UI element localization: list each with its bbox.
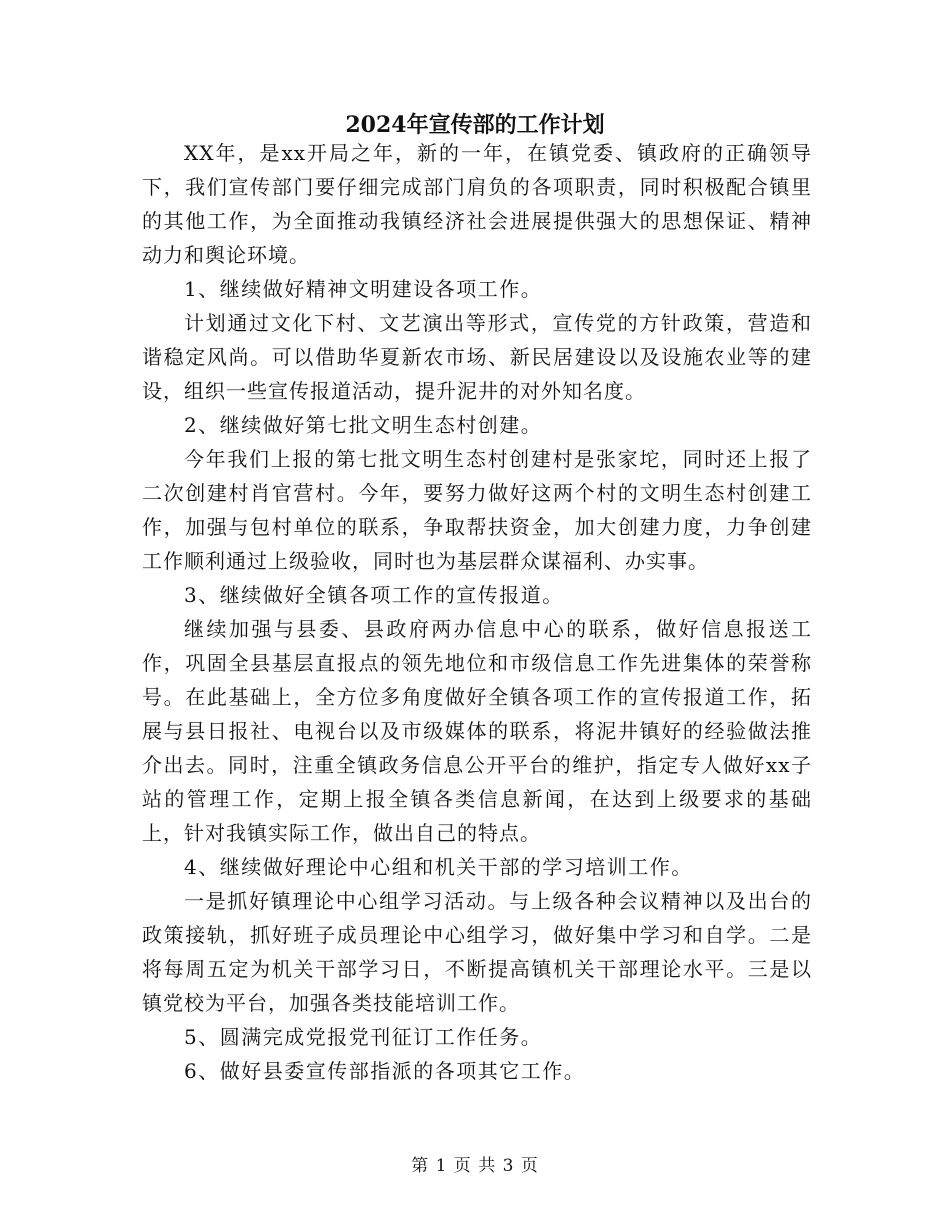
section-heading-3: 3、继续做好全镇各项工作的宣传报道。 [184, 583, 564, 607]
section-paragraph-1: 计划通过文化下村、文艺演出等形式，宣传党的方针政策，营造和谐稳定风尚。可以借助华夏新农市场、新民居建设以及设施农业等的建设，组织一些宣传报道活动，提升泥井的对外知名度。 [142, 311, 812, 403]
intro-paragraph: XX年，是xx开局之年，新的一年，在镇党委、镇政府的正确领导下，我们宣传部门要仔细完成部门肩负的各项职责，同时积极配合镇里的其他工作，为全面推动我镇经济社会进展提供强大的思想保证、精神动力和舆论环境。 [142, 141, 812, 267]
document-title: 2024年宣传部的工作计划 [345, 112, 605, 138]
section-heading-1: 1、继续做好精神文明建设各项工作。 [184, 277, 543, 301]
section-heading-2: 2、继续做好第七批文明生态村创建。 [184, 413, 543, 437]
section-heading-4: 4、继续做好理论中心组和机关干部的学习培训工作。 [184, 855, 693, 879]
section-heading-6: 6、做好县委宣传部指派的各项其它工作。 [184, 1059, 586, 1083]
section-paragraph-4: 一是抓好镇理论中心组学习活动。与上级各种会议精神以及出台的政策接轨，抓好班子成员理论中心组学习，做好集中学习和自学。二是将每周五定为机关干部学习日，不断提高镇机关干部理论水平。三是以镇党校为平台，加强各类技能培训工作。 [142, 889, 812, 1015]
page-number-footer: 第 1 页 共 3 页 [411, 1156, 539, 1176]
section-heading-5: 5、圆满完成党报党刊征订工作任务。 [184, 1025, 543, 1049]
document-body [142, 136, 812, 1088]
section-paragraph-2: 今年我们上报的第七批文明生态村创建村是张家坨，同时还上报了二次创建村肖官营村。今年，要努力做好这两个村的文明生态村创建工作，加强与包村单位的联系，争取帮扶资金，加大创建力度，力争创建工作顺利通过上级验收，同时也为基层群众谋福利、办实事。 [142, 447, 812, 573]
section-paragraph-3: 继续加强与县委、县政府两办信息中心的联系，做好信息报送工作，巩固全县基层直报点的领先地位和市级信息工作先进集体的荣誉称号。在此基础上，全方位多角度做好全镇各项工作的宣传报道工作，拓展与县日报社、电视台以及市级媒体的联系，将泥井镇好的经验做法推介出去。同时，注重全镇政务信息公开平台的维护，指定专人做好xx子站的管理工作，定期上报全镇各类信息新闻，在达到上级要求的基础上，针对我镇实际工作，做出自己的特点。 [142, 617, 812, 845]
